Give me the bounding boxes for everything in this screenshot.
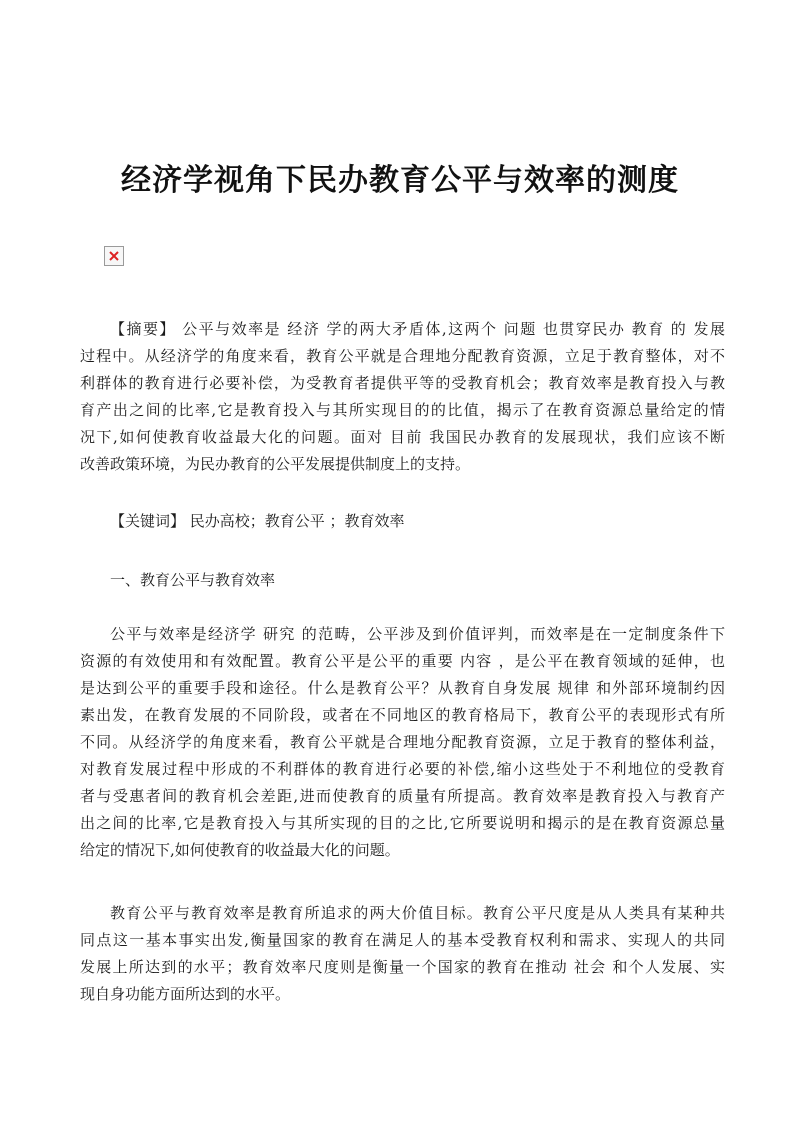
paragraph-line: 同点这一基本事实出发,衡量国家的教育在满足人的基本受教育权利和需求、实现人的共同 xyxy=(80,931,725,949)
body-paragraph-1 xyxy=(80,621,725,864)
section-heading: 一、教育公平与教育效率 xyxy=(110,571,276,589)
abstract-line: 【摘要】 公平与效率是 经济 学的两大矛盾体,这两个 问题 也贯穿民办 教育 的 发展 xyxy=(110,320,725,338)
paragraph-line: 公平与效率是经济学 研究 的范畴，公平涉及到价值评判，而效率是在一定制度条件下 xyxy=(110,625,725,643)
abstract-line: 过程中。从经济学的角度来看，教育公平就是合理地分配教育资源，立足于教育整体，对不 xyxy=(80,347,725,365)
paragraph-line: 给定的情况下,如何使教育的收益最大化的问题。 xyxy=(80,841,400,859)
paragraph-line: 资源的有效使用和有效配置。教育公平是公平的重要 内容 ，是公平在教育领域的延伸，也 xyxy=(80,652,725,670)
keywords-line: 【关键词】 民办高校；教育公平 ；教育效率 xyxy=(110,512,405,530)
body-paragraph-2 xyxy=(80,900,725,1008)
paragraph-line: 是达到公平的重要手段和途径。什么是教育公平？从教育自身发展 规律 和外部环境制约因 xyxy=(80,679,725,697)
abstract-paragraph xyxy=(80,316,725,478)
paragraph-line: 现自身功能方面所达到的水平。 xyxy=(80,985,291,1003)
paragraph-line: 者与受惠者间的教育机会差距,进而使教育的质量有所提高。教育效率是教育投入与教育产 xyxy=(80,787,725,805)
paragraph-line: 发展上所达到的水平；教育效率尺度则是衡量一个国家的教育在推动 社会 和个人发展、实 xyxy=(80,958,725,976)
paragraph-line: 不同。从经济学的角度来看，教育公平就是合理地分配教育资源，立足于教育的整体利益， xyxy=(80,733,725,751)
paragraph-line: 出之间的比率,它是教育投入与其所实现的目的之比,它所要说明和揭示的是在教育资源总量 xyxy=(80,814,725,832)
abstract-line: 况下,如何使教育收益最大化的问题。面对 目前 我国民办教育的发展现状，我们应该不断 xyxy=(80,428,725,446)
abstract-line: 利群体的教育进行必要补偿，为受教育者提供平等的受教育机会；教育效率是教育投入与教 xyxy=(80,374,725,392)
document-title: 经济学视角下民办教育公平与效率的测度 xyxy=(121,163,679,198)
paragraph-line: 素出发，在教育发展的不同阶段，或者在不同地区的教育格局下，教育公平的表现形式有所 xyxy=(80,706,725,724)
paragraph-line: 教育公平与教育效率是教育所追求的两大价值目标。教育公平尺度是从人类具有某种共 xyxy=(110,904,725,922)
broken-image-icon xyxy=(104,246,124,266)
paragraph-line: 对教育发展过程中形成的不利群体的教育进行必要的补偿,缩小这些处于不利地位的受教育 xyxy=(80,760,725,778)
abstract-line: 改善政策环境，为民办教育的公平发展提供制度上的支持。 xyxy=(80,455,471,473)
abstract-line: 育产出之间的比率,它是教育投入与其所实现目的的比值，揭示了在教育资源总量给定的情 xyxy=(80,401,725,419)
